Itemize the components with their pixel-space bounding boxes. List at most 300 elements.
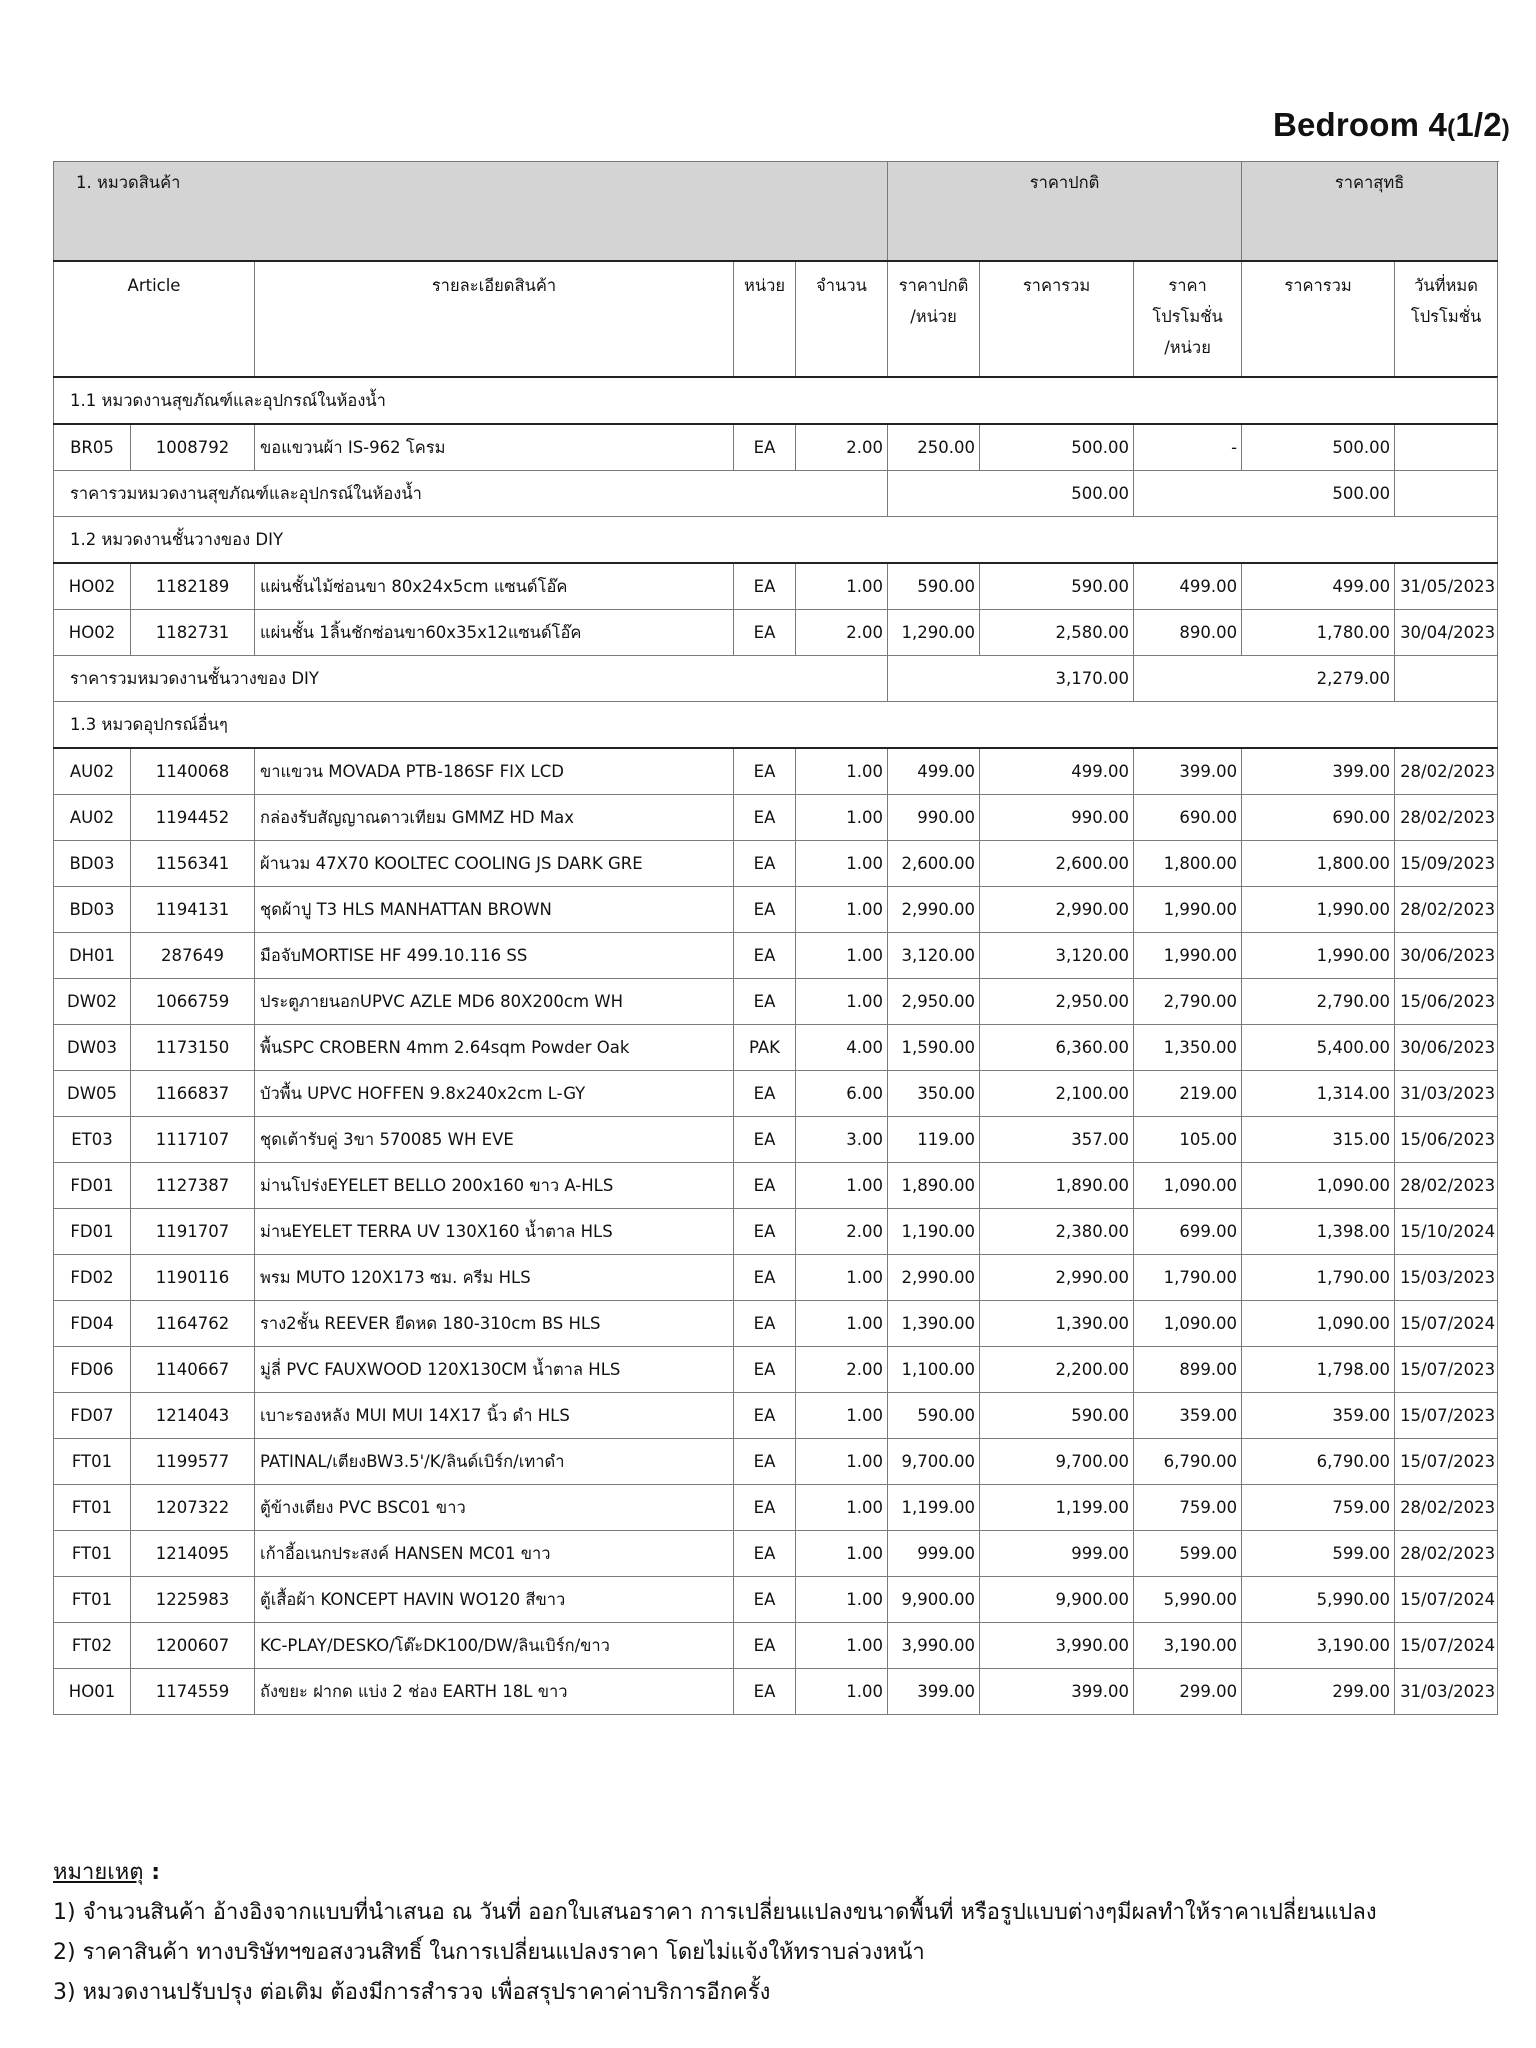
item-code: FD06 bbox=[54, 1347, 131, 1393]
item-promo-price: 1,090.00 bbox=[1134, 1301, 1242, 1347]
item-net-total: 299.00 bbox=[1242, 1669, 1395, 1715]
item-code: BD03 bbox=[54, 887, 131, 933]
column-header-row bbox=[54, 261, 1498, 377]
item-unit-price: 2,950.00 bbox=[888, 979, 980, 1025]
item-article: 1164762 bbox=[131, 1301, 255, 1347]
item-code: BD03 bbox=[54, 841, 131, 887]
item-promo-end: 15/07/2023 bbox=[1395, 1347, 1498, 1393]
item-net-total: 500.00 bbox=[1242, 424, 1395, 471]
item-code: DW05 bbox=[54, 1071, 131, 1117]
item-qty: 1.00 bbox=[796, 887, 888, 933]
table-row bbox=[54, 1071, 1498, 1117]
table-row bbox=[54, 1531, 1498, 1577]
item-qty: 1.00 bbox=[796, 1531, 888, 1577]
item-unit: EA bbox=[734, 1255, 796, 1301]
item-description: เบาะรองหลัง MUI MUI 14X17 นิ้ว ดำ HLS bbox=[255, 1393, 734, 1439]
item-promo-end: 31/03/2023 bbox=[1395, 1071, 1498, 1117]
item-unit-price: 119.00 bbox=[888, 1117, 980, 1163]
table-row bbox=[54, 979, 1498, 1025]
item-qty: 4.00 bbox=[796, 1025, 888, 1071]
table-row bbox=[54, 424, 1498, 471]
section-title-row bbox=[54, 702, 1498, 749]
table-row bbox=[54, 1485, 1498, 1531]
col-description: รายละเอียดสินค้า bbox=[255, 261, 734, 377]
note-line: 2) ราคาสินค้า ทางบริษัทฯขอสงวนสิทธิ์ ในการเปลี่ยนแปลงราคา โดยไม่แจ้งให้ทราบล่วงหน้า bbox=[53, 1940, 925, 1965]
table-row bbox=[54, 1255, 1498, 1301]
item-article: 1182731 bbox=[131, 610, 255, 656]
item-unit-price: 2,990.00 bbox=[888, 1255, 980, 1301]
item-total: 2,950.00 bbox=[980, 979, 1134, 1025]
item-code: FT01 bbox=[54, 1577, 131, 1623]
title-paren-close: ) bbox=[1501, 115, 1510, 142]
item-article: 1194131 bbox=[131, 887, 255, 933]
item-article: 1191707 bbox=[131, 1209, 255, 1255]
item-description: บัวพื้น UPVC HOFFEN 9.8x240x2cm L-GY bbox=[255, 1071, 734, 1117]
item-article: 1140667 bbox=[131, 1347, 255, 1393]
table-row bbox=[54, 1163, 1498, 1209]
item-qty: 1.00 bbox=[796, 563, 888, 610]
item-qty: 1.00 bbox=[796, 841, 888, 887]
subtotal-label: ราคารวมหมวดงานสุขภัณฑ์และอุปกรณ์ในห้องน้ำ bbox=[54, 471, 888, 517]
item-article: 1200607 bbox=[131, 1623, 255, 1669]
col-article: Article bbox=[54, 261, 255, 377]
item-description: ประตูภายนอกUPVC AZLE MD6 80X200cm WH bbox=[255, 979, 734, 1025]
item-total: 999.00 bbox=[980, 1531, 1134, 1577]
item-promo-price: - bbox=[1134, 424, 1242, 471]
item-total: 2,200.00 bbox=[980, 1347, 1134, 1393]
item-net-total: 499.00 bbox=[1242, 563, 1395, 610]
item-article: 1127387 bbox=[131, 1163, 255, 1209]
subtotal-empty bbox=[1395, 656, 1498, 702]
item-promo-end: 15/07/2023 bbox=[1395, 1439, 1498, 1485]
table-row bbox=[54, 748, 1498, 795]
item-description: เก้าอี้อเนกประสงค์ HANSEN MC01 ขาว bbox=[255, 1531, 734, 1577]
item-promo-price: 3,190.00 bbox=[1134, 1623, 1242, 1669]
item-promo-price: 899.00 bbox=[1134, 1347, 1242, 1393]
item-article: 1156341 bbox=[131, 841, 255, 887]
table-row bbox=[54, 1301, 1498, 1347]
item-unit-price: 3,990.00 bbox=[888, 1623, 980, 1669]
item-total: 9,900.00 bbox=[980, 1577, 1134, 1623]
header-group-row bbox=[54, 162, 1498, 262]
item-promo-price: 1,350.00 bbox=[1134, 1025, 1242, 1071]
item-article: 1199577 bbox=[131, 1439, 255, 1485]
section-title-row bbox=[54, 517, 1498, 564]
item-unit-price: 9,700.00 bbox=[888, 1439, 980, 1485]
item-total: 2,380.00 bbox=[980, 1209, 1134, 1255]
item-code: FT01 bbox=[54, 1531, 131, 1577]
item-promo-end: 28/02/2023 bbox=[1395, 1163, 1498, 1209]
item-unit-price: 3,120.00 bbox=[888, 933, 980, 979]
item-unit: EA bbox=[734, 1577, 796, 1623]
item-description: ขอแขวนผ้า IS-962 โครม bbox=[255, 424, 734, 471]
table-row bbox=[54, 1025, 1498, 1071]
item-code: AU02 bbox=[54, 748, 131, 795]
item-qty: 1.00 bbox=[796, 795, 888, 841]
category-header: 1. หมวดสินค้า bbox=[54, 162, 888, 262]
subtotal-row bbox=[54, 656, 1498, 702]
item-article: 287649 bbox=[131, 933, 255, 979]
subtotal-net-total: 2,279.00 bbox=[1134, 656, 1395, 702]
item-net-total: 1,798.00 bbox=[1242, 1347, 1395, 1393]
item-code: DH01 bbox=[54, 933, 131, 979]
table-row bbox=[54, 1439, 1498, 1485]
note-line: 1) จำนวนสินค้า อ้างอิงจากแบบที่นำเสนอ ณ วันที่ ออกใบเสนอราคา การเปลี่ยนแปลงขนาดพื้นที่ หรือรูปแบบต่างๆมีผลทำให้ราคาเปลี่ยนแปลง bbox=[53, 1900, 1377, 1925]
col-promo-end: วันที่หมด โปรโมชั่น bbox=[1395, 261, 1498, 377]
section-title-row bbox=[54, 377, 1498, 424]
item-description: มือจับMORTISE HF 499.10.116 SS bbox=[255, 933, 734, 979]
item-code: FD01 bbox=[54, 1163, 131, 1209]
item-description: พื้นSPC CROBERN 4mm 2.64sqm Powder Oak bbox=[255, 1025, 734, 1071]
item-promo-price: 1,800.00 bbox=[1134, 841, 1242, 887]
item-qty: 1.00 bbox=[796, 1485, 888, 1531]
item-promo-end bbox=[1395, 424, 1498, 471]
item-article: 1225983 bbox=[131, 1577, 255, 1623]
item-description: KC-PLAY/DESKO/โต๊ะDK100/DW/ลินเบิร์ก/ขาว bbox=[255, 1623, 734, 1669]
item-unit: EA bbox=[734, 933, 796, 979]
item-description: PATINAL/เตียงBW3.5'/K/ลินด์เบิร์ก/เทาดำ bbox=[255, 1439, 734, 1485]
item-promo-price: 599.00 bbox=[1134, 1531, 1242, 1577]
item-unit-price: 2,600.00 bbox=[888, 841, 980, 887]
item-promo-price: 1,790.00 bbox=[1134, 1255, 1242, 1301]
table-row bbox=[54, 1669, 1498, 1715]
item-description: กล่องรับสัญญาณดาวเทียม GMMZ HD Max bbox=[255, 795, 734, 841]
item-unit: EA bbox=[734, 1071, 796, 1117]
item-net-total: 1,090.00 bbox=[1242, 1163, 1395, 1209]
item-net-total: 6,790.00 bbox=[1242, 1439, 1395, 1485]
item-qty: 1.00 bbox=[796, 933, 888, 979]
notes-colon: : bbox=[143, 1860, 161, 1885]
item-unit: EA bbox=[734, 424, 796, 471]
item-article: 1190116 bbox=[131, 1255, 255, 1301]
item-article: 1194452 bbox=[131, 795, 255, 841]
item-qty: 1.00 bbox=[796, 1669, 888, 1715]
item-unit: EA bbox=[734, 1669, 796, 1715]
item-net-total: 599.00 bbox=[1242, 1531, 1395, 1577]
item-qty: 2.00 bbox=[796, 1209, 888, 1255]
section-title: 1.1 หมวดงานสุขภัณฑ์และอุปกรณ์ในห้องน้ำ bbox=[54, 377, 1498, 424]
normal-price-group-header: ราคาปกติ bbox=[888, 162, 1242, 262]
item-unit-price: 350.00 bbox=[888, 1071, 980, 1117]
item-net-total: 399.00 bbox=[1242, 748, 1395, 795]
item-net-total: 1,314.00 bbox=[1242, 1071, 1395, 1117]
item-code: FD02 bbox=[54, 1255, 131, 1301]
item-net-total: 1,990.00 bbox=[1242, 887, 1395, 933]
item-description: ขาแขวน MOVADA PTB-186SF FIX LCD bbox=[255, 748, 734, 795]
item-total: 2,600.00 bbox=[980, 841, 1134, 887]
item-promo-end: 15/07/2024 bbox=[1395, 1301, 1498, 1347]
item-promo-price: 499.00 bbox=[1134, 563, 1242, 610]
item-promo-end: 28/02/2023 bbox=[1395, 748, 1498, 795]
item-promo-end: 31/03/2023 bbox=[1395, 1669, 1498, 1715]
item-description: แผ่นชั้น 1ลิ้นชักซ่อนขา60x35x12แซนด์โอ๊ค bbox=[255, 610, 734, 656]
item-code: DW03 bbox=[54, 1025, 131, 1071]
item-unit-price: 499.00 bbox=[888, 748, 980, 795]
subtotal-net-total: 500.00 bbox=[1134, 471, 1395, 517]
section-title: 1.2 หมวดงานชั้นวางของ DIY bbox=[54, 517, 1498, 564]
item-unit: EA bbox=[734, 610, 796, 656]
item-article: 1182189 bbox=[131, 563, 255, 610]
item-total: 500.00 bbox=[980, 424, 1134, 471]
item-promo-price: 359.00 bbox=[1134, 1393, 1242, 1439]
item-description: ม่านEYELET TERRA UV 130X160 น้ำตาล HLS bbox=[255, 1209, 734, 1255]
item-promo-price: 1,990.00 bbox=[1134, 933, 1242, 979]
item-promo-price: 890.00 bbox=[1134, 610, 1242, 656]
item-promo-end: 15/06/2023 bbox=[1395, 1117, 1498, 1163]
table-row bbox=[54, 795, 1498, 841]
item-total: 1,199.00 bbox=[980, 1485, 1134, 1531]
item-qty: 1.00 bbox=[796, 748, 888, 795]
item-qty: 1.00 bbox=[796, 1439, 888, 1485]
item-net-total: 1,800.00 bbox=[1242, 841, 1395, 887]
item-promo-price: 219.00 bbox=[1134, 1071, 1242, 1117]
item-unit: EA bbox=[734, 1623, 796, 1669]
item-promo-end: 15/09/2023 bbox=[1395, 841, 1498, 887]
item-article: 1066759 bbox=[131, 979, 255, 1025]
item-total: 2,990.00 bbox=[980, 887, 1134, 933]
item-code: FD04 bbox=[54, 1301, 131, 1347]
item-promo-end: 15/07/2024 bbox=[1395, 1623, 1498, 1669]
item-net-total: 690.00 bbox=[1242, 795, 1395, 841]
col-unit-price: ราคาปกติ /หน่วย bbox=[888, 261, 980, 377]
item-qty: 2.00 bbox=[796, 1347, 888, 1393]
item-net-total: 5,400.00 bbox=[1242, 1025, 1395, 1071]
item-description: ราง2ชั้น REEVER ยืดหด 180-310cm BS HLS bbox=[255, 1301, 734, 1347]
col-net-total: ราคารวม bbox=[1242, 261, 1395, 377]
item-promo-end: 15/06/2023 bbox=[1395, 979, 1498, 1025]
item-promo-price: 5,990.00 bbox=[1134, 1577, 1242, 1623]
col-promo-price: ราคา โปรโมชั่น /หน่วย bbox=[1134, 261, 1242, 377]
item-promo-end: 15/07/2023 bbox=[1395, 1393, 1498, 1439]
item-promo-end: 28/02/2023 bbox=[1395, 887, 1498, 933]
item-unit-price: 1,390.00 bbox=[888, 1301, 980, 1347]
table-row bbox=[54, 841, 1498, 887]
item-unit-price: 1,100.00 bbox=[888, 1347, 980, 1393]
table-row bbox=[54, 1209, 1498, 1255]
item-total: 3,120.00 bbox=[980, 933, 1134, 979]
note-line: 3) หมวดงานปรับปรุง ต่อเติม ต้องมีการสำรวจ เพื่อสรุปราคาค่าบริการอีกครั้ง bbox=[53, 1980, 771, 2005]
item-unit: EA bbox=[734, 979, 796, 1025]
item-description: พรม MUTO 120X173 ซม. ครีม HLS bbox=[255, 1255, 734, 1301]
item-unit-price: 590.00 bbox=[888, 563, 980, 610]
item-qty: 3.00 bbox=[796, 1117, 888, 1163]
section-title: 1.3 หมวดอุปกรณ์อื่นๆ bbox=[54, 702, 1498, 749]
item-total: 2,100.00 bbox=[980, 1071, 1134, 1117]
item-code: FD01 bbox=[54, 1209, 131, 1255]
item-qty: 1.00 bbox=[796, 1301, 888, 1347]
item-unit-price: 590.00 bbox=[888, 1393, 980, 1439]
col-unit: หน่วย bbox=[734, 261, 796, 377]
item-code: AU02 bbox=[54, 795, 131, 841]
title-paren-open: ( bbox=[1447, 115, 1456, 142]
table-row bbox=[54, 887, 1498, 933]
item-unit-price: 1,890.00 bbox=[888, 1163, 980, 1209]
item-description: ถังขยะ ฝากด แบ่ง 2 ช่อง EARTH 18L ขาว bbox=[255, 1669, 734, 1715]
subtotal-total: 3,170.00 bbox=[888, 656, 1134, 702]
item-unit-price: 399.00 bbox=[888, 1669, 980, 1715]
price-table bbox=[53, 161, 1498, 1715]
item-promo-end: 28/02/2023 bbox=[1395, 1531, 1498, 1577]
table-row bbox=[54, 1347, 1498, 1393]
item-description: ผ้านวม 47X70 KOOLTEC COOLING JS DARK GRE bbox=[255, 841, 734, 887]
item-qty: 1.00 bbox=[796, 1577, 888, 1623]
item-total: 990.00 bbox=[980, 795, 1134, 841]
item-net-total: 1,090.00 bbox=[1242, 1301, 1395, 1347]
item-description: ชุดเต้ารับคู่ 3ขา 570085 WH EVE bbox=[255, 1117, 734, 1163]
item-unit: EA bbox=[734, 1531, 796, 1577]
item-unit: EA bbox=[734, 795, 796, 841]
item-net-total: 315.00 bbox=[1242, 1117, 1395, 1163]
item-description: ชุดผ้าปู T3 HLS MANHATTAN BROWN bbox=[255, 887, 734, 933]
item-promo-price: 2,790.00 bbox=[1134, 979, 1242, 1025]
item-description: แผ่นชั้นไม้ซ่อนขา 80x24x5cm แซนด์โอ๊ค bbox=[255, 563, 734, 610]
item-unit-price: 1,190.00 bbox=[888, 1209, 980, 1255]
item-promo-end: 15/03/2023 bbox=[1395, 1255, 1498, 1301]
item-unit-price: 250.00 bbox=[888, 424, 980, 471]
net-price-group-header: ราคาสุทธิ bbox=[1242, 162, 1498, 262]
item-article: 1174559 bbox=[131, 1669, 255, 1715]
item-unit-price: 999.00 bbox=[888, 1531, 980, 1577]
item-unit: EA bbox=[734, 1485, 796, 1531]
table-row bbox=[54, 1623, 1498, 1669]
subtotal-row bbox=[54, 471, 1498, 517]
item-promo-price: 399.00 bbox=[1134, 748, 1242, 795]
item-qty: 2.00 bbox=[796, 424, 888, 471]
item-unit: EA bbox=[734, 1301, 796, 1347]
item-total: 357.00 bbox=[980, 1117, 1134, 1163]
subtotal-label: ราคารวมหมวดงานชั้นวางของ DIY bbox=[54, 656, 888, 702]
item-promo-price: 690.00 bbox=[1134, 795, 1242, 841]
item-unit: EA bbox=[734, 1347, 796, 1393]
item-unit-price: 9,900.00 bbox=[888, 1577, 980, 1623]
item-total: 2,990.00 bbox=[980, 1255, 1134, 1301]
item-description: ตู้ข้างเตียง PVC BSC01 ขาว bbox=[255, 1485, 734, 1531]
item-unit-price: 1,199.00 bbox=[888, 1485, 980, 1531]
item-unit: EA bbox=[734, 841, 796, 887]
item-unit: PAK bbox=[734, 1025, 796, 1071]
item-description: ม่านโปร่งEYELET BELLO 200x160 ขาว A-HLS bbox=[255, 1163, 734, 1209]
item-qty: 2.00 bbox=[796, 610, 888, 656]
item-code: BR05 bbox=[54, 424, 131, 471]
item-promo-end: 28/02/2023 bbox=[1395, 1485, 1498, 1531]
subtotal-total: 500.00 bbox=[888, 471, 1134, 517]
item-promo-price: 105.00 bbox=[1134, 1117, 1242, 1163]
subtotal-empty bbox=[1395, 471, 1498, 517]
item-unit-price: 2,990.00 bbox=[888, 887, 980, 933]
title-fraction: 1/2 bbox=[1455, 106, 1502, 143]
item-article: 1173150 bbox=[131, 1025, 255, 1071]
item-code: HO02 bbox=[54, 563, 131, 610]
item-net-total: 1,398.00 bbox=[1242, 1209, 1395, 1255]
item-total: 590.00 bbox=[980, 1393, 1134, 1439]
table-row bbox=[54, 610, 1498, 656]
item-net-total: 3,190.00 bbox=[1242, 1623, 1395, 1669]
item-total: 399.00 bbox=[980, 1669, 1134, 1715]
item-qty: 1.00 bbox=[796, 1623, 888, 1669]
item-code: FT02 bbox=[54, 1623, 131, 1669]
item-article: 1166837 bbox=[131, 1071, 255, 1117]
item-unit: EA bbox=[734, 1439, 796, 1485]
item-description: ตู้เสื้อผ้า KONCEPT HAVIN WO120 สีขาว bbox=[255, 1577, 734, 1623]
table-row bbox=[54, 1577, 1498, 1623]
item-net-total: 5,990.00 bbox=[1242, 1577, 1395, 1623]
item-unit: EA bbox=[734, 1393, 796, 1439]
item-unit: EA bbox=[734, 1163, 796, 1209]
item-unit: EA bbox=[734, 1117, 796, 1163]
item-unit: EA bbox=[734, 563, 796, 610]
item-unit: EA bbox=[734, 748, 796, 795]
item-code: ET03 bbox=[54, 1117, 131, 1163]
item-qty: 1.00 bbox=[796, 1393, 888, 1439]
item-qty: 1.00 bbox=[796, 1163, 888, 1209]
notes bbox=[53, 1853, 1377, 2013]
item-promo-end: 30/06/2023 bbox=[1395, 1025, 1498, 1071]
item-code: HO01 bbox=[54, 1669, 131, 1715]
page-title: Bedroom 4(1/2) bbox=[1272, 106, 1510, 143]
item-code: HO02 bbox=[54, 610, 131, 656]
item-promo-end: 28/02/2023 bbox=[1395, 795, 1498, 841]
item-qty: 1.00 bbox=[796, 1255, 888, 1301]
item-total: 2,580.00 bbox=[980, 610, 1134, 656]
item-article: 1008792 bbox=[131, 424, 255, 471]
item-promo-end: 15/07/2024 bbox=[1395, 1577, 1498, 1623]
item-promo-end: 31/05/2023 bbox=[1395, 563, 1498, 610]
item-promo-end: 30/06/2023 bbox=[1395, 933, 1498, 979]
item-code: FD07 bbox=[54, 1393, 131, 1439]
item-article: 1214043 bbox=[131, 1393, 255, 1439]
item-code: DW02 bbox=[54, 979, 131, 1025]
item-net-total: 359.00 bbox=[1242, 1393, 1395, 1439]
item-qty: 6.00 bbox=[796, 1071, 888, 1117]
item-unit: EA bbox=[734, 887, 796, 933]
item-unit-price: 1,590.00 bbox=[888, 1025, 980, 1071]
item-article: 1214095 bbox=[131, 1531, 255, 1577]
item-total: 6,360.00 bbox=[980, 1025, 1134, 1071]
item-qty: 1.00 bbox=[796, 979, 888, 1025]
table-row bbox=[54, 1393, 1498, 1439]
item-article: 1207322 bbox=[131, 1485, 255, 1531]
item-promo-price: 759.00 bbox=[1134, 1485, 1242, 1531]
item-unit: EA bbox=[734, 1209, 796, 1255]
col-qty: จำนวน bbox=[796, 261, 888, 377]
item-total: 1,890.00 bbox=[980, 1163, 1134, 1209]
item-promo-end: 30/04/2023 bbox=[1395, 610, 1498, 656]
item-unit-price: 990.00 bbox=[888, 795, 980, 841]
item-net-total: 2,790.00 bbox=[1242, 979, 1395, 1025]
table-row bbox=[54, 933, 1498, 979]
item-article: 1140068 bbox=[131, 748, 255, 795]
item-promo-price: 6,790.00 bbox=[1134, 1439, 1242, 1485]
item-promo-price: 699.00 bbox=[1134, 1209, 1242, 1255]
table-row bbox=[54, 563, 1498, 610]
item-net-total: 1,990.00 bbox=[1242, 933, 1395, 979]
item-total: 1,390.00 bbox=[980, 1301, 1134, 1347]
item-total: 9,700.00 bbox=[980, 1439, 1134, 1485]
item-code: FT01 bbox=[54, 1439, 131, 1485]
item-net-total: 1,790.00 bbox=[1242, 1255, 1395, 1301]
item-total: 499.00 bbox=[980, 748, 1134, 795]
item-total: 590.00 bbox=[980, 563, 1134, 610]
item-code: FT01 bbox=[54, 1485, 131, 1531]
item-promo-price: 299.00 bbox=[1134, 1669, 1242, 1715]
item-net-total: 1,780.00 bbox=[1242, 610, 1395, 656]
notes-heading: หมายเหตุ bbox=[53, 1860, 144, 1885]
item-promo-price: 1,990.00 bbox=[1134, 887, 1242, 933]
item-promo-end: 15/10/2024 bbox=[1395, 1209, 1498, 1255]
item-promo-price: 1,090.00 bbox=[1134, 1163, 1242, 1209]
item-total: 3,990.00 bbox=[980, 1623, 1134, 1669]
col-total: ราคารวม bbox=[980, 261, 1134, 377]
